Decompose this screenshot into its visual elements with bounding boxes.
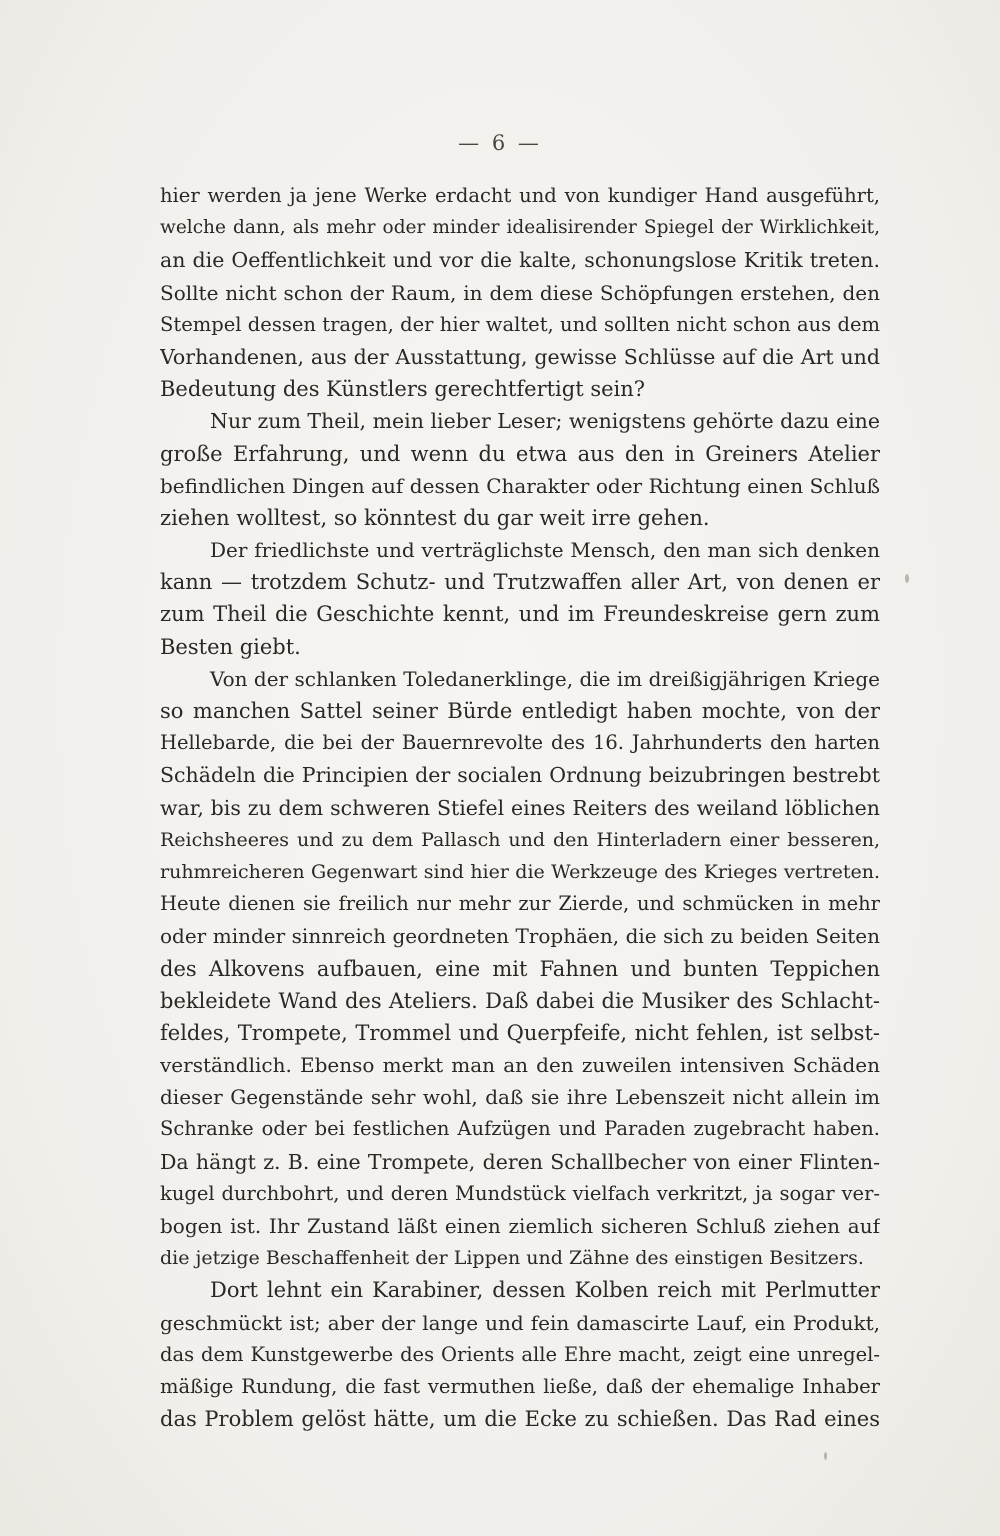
text-line: an die Oeffentlichkeit und vor die kalte, schonungslose Kritik treten. [160,248,880,273]
text-line: welche dann, als mehr oder minder idealisirender Spiegel der Wirklichkeit, [160,217,880,239]
text-line: Vorhandenen, aus der Ausstattung, gewisse Schlüsse auf die Art und [160,344,880,369]
text-line: Hellebarde, die bei der Bauernrevolte des 16. Jahrhunderts den harten [160,731,880,755]
text-line: so manchen Sattel seiner Bürde entledigt haben mochte, von der [160,699,880,723]
text-line: die jetzige Beschaffenheit der Lippen und Zähne des einstigen Besitzers. [160,1247,864,1270]
text-line: das Problem gelöst hätte, um die Ecke zu schießen. Das Rad eines [160,1407,880,1432]
text-line: ziehen wolltest, so könntest du gar weit irre gehen. [160,505,710,530]
text-line: Stempel dessen tragen, der hier waltet, und sollten nicht schon aus dem [160,312,880,336]
text-line: große Erfahrung, und wenn du etwa aus den in Greiners Atelier [160,441,880,466]
text-line: Nur zum Theil, mein lieber Leser; wenigstens gehörte dazu eine [210,409,880,434]
text-line: kann — trotzdem Schutz- und Trutzwaffen aller Art, von denen er [160,570,880,595]
text-line: geschmückt ist; aber der lange und fein damascirte Lauf, ein Produkt, [160,1310,880,1335]
page-number: — 6 — [458,131,542,155]
text-line: Sollte nicht schon der Raum, in dem diese Schöpfungen erstehen, den [160,280,880,305]
text-line: Da hängt z. B. eine Trompete, deren Schallbecher von einer Flinten- [160,1149,880,1174]
text-line: Besten giebt. [160,634,301,659]
text-line: dieser Gegenstände sehr wohl, daß sie ihre Lebenszeit nicht allein im [160,1085,880,1110]
text-line: feldes, Trompete, Trommel und Querpfeife, nicht fehlen, ist selbst- [160,1020,880,1045]
text-line: des Alkovens aufbauen, eine mit Fahnen und bunten Teppichen [160,956,880,981]
text-line: Heute dienen sie freilich nur mehr zur Zierde, und schmücken in mehr [160,892,880,916]
paper-speck [824,1452,827,1460]
text-line: oder minder sinnreich geordneten Trophäen, die sich zu beiden Seiten [160,924,880,949]
text-line: das dem Kunstgewerbe des Orients alle Ehre macht, zeigt eine unregel- [160,1342,880,1366]
text-line: verständlich. Ebenso merkt man an den zuweilen intensiven Schäden [160,1053,880,1078]
text-line: Der friedlichste und verträglichste Mensch, den man sich denken [210,538,880,563]
text-line: befindlichen Dingen auf dessen Charakter oder Richtung einen Schluß [160,473,880,498]
text-line: Bedeutung des Künstlers gerechtfertigt sein? [160,377,646,402]
text-line: Von der schlanken Toledanerklinge, die im dreißigjährigen Kriege [210,666,880,691]
text-line: Schädeln die Principien der socialen Ordnung beizubringen bestrebt [160,763,880,788]
text-line: mäßige Rundung, die fast vermuthen ließe, daß der ehemalige Inhaber [160,1374,880,1398]
text-line: war, bis zu dem schweren Stiefel eines Reiters des weiland löblichen [160,795,880,820]
text-line: Reichsheeres und zu dem Pallasch und den Hinterladern einer besseren, [160,828,880,851]
body-text [160,180,880,1435]
text-line: bogen ist. Ihr Zustand läßt einen ziemlich sicheren Schluß ziehen auf [160,1214,880,1238]
text-line: Schranke oder bei festlichen Aufzügen und Paraden zugebracht haben. [160,1117,880,1141]
text-line: ruhmreicheren Gegenwart sind hier die Werkzeuge des Krieges vertreten. [160,860,880,883]
text-line: kugel durchbohrt, und deren Mundstück vielfach verkritzt, ja sogar ver- [160,1181,880,1205]
text-line: zum Theil die Geschichte kennt, und im Freundeskreise gern zum [160,602,880,627]
paper-speck [905,574,909,583]
text-line: Dort lehnt ein Karabiner, dessen Kolben reich mit Perlmutter [210,1278,880,1303]
text-line: hier werden ja jene Werke erdacht und von kundiger Hand ausgeführt, [160,184,880,207]
text-line: bekleidete Wand des Ateliers. Daß dabei die Musiker des Schlacht- [160,988,880,1013]
